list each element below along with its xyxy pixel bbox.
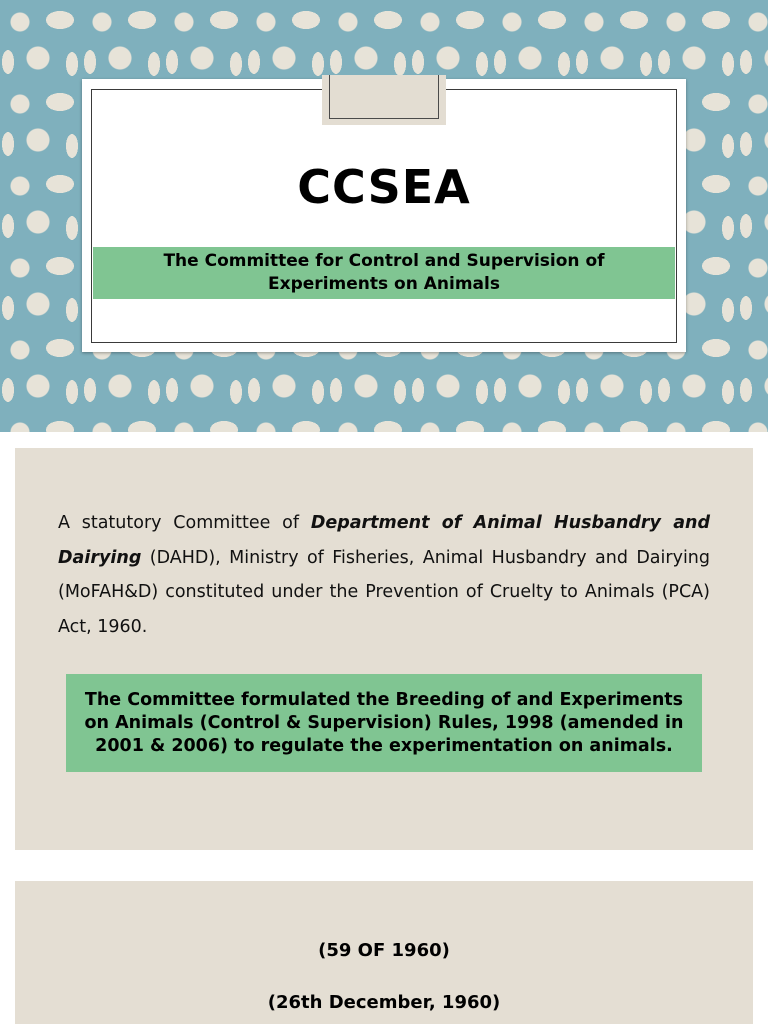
slide-title: CCSEA [297,160,471,214]
rules-highlight-box [66,674,702,772]
subtitle-band [93,247,675,299]
title-slide [0,0,768,432]
act-date: (26th December, 1960) [267,992,501,1013]
act-slide [15,881,753,1024]
title-card-border [91,89,677,343]
department-name: Department of Animal Husbandry and Dairying [58,513,710,568]
card-tab-inner [329,75,439,119]
card-tab-decoration [322,75,446,125]
rules-text: The Committee formulated the Breeding of and Experiments on Animals (Control & Supervision) Rules, 1998 (amended in 2001 & 2006) to regulate the experimentation on animals. [84,689,684,756]
act-number: (59 OF 1960) [318,940,450,961]
slide-subtitle: The Committee for Control and Supervision of Experiments on Animals [163,251,605,294]
description-paragraph [58,506,710,644]
description-text-end: (DAHD), Ministry of Fisheries, Animal Husbandry and Dairying (MoFAH&D) constituted under the Prevention of Cruelty to Animals (PCA) Act, 1960. [58,547,710,637]
description-slide [15,448,753,850]
description-text-start: A statutory Committee of [58,513,311,533]
title-card [82,79,686,352]
